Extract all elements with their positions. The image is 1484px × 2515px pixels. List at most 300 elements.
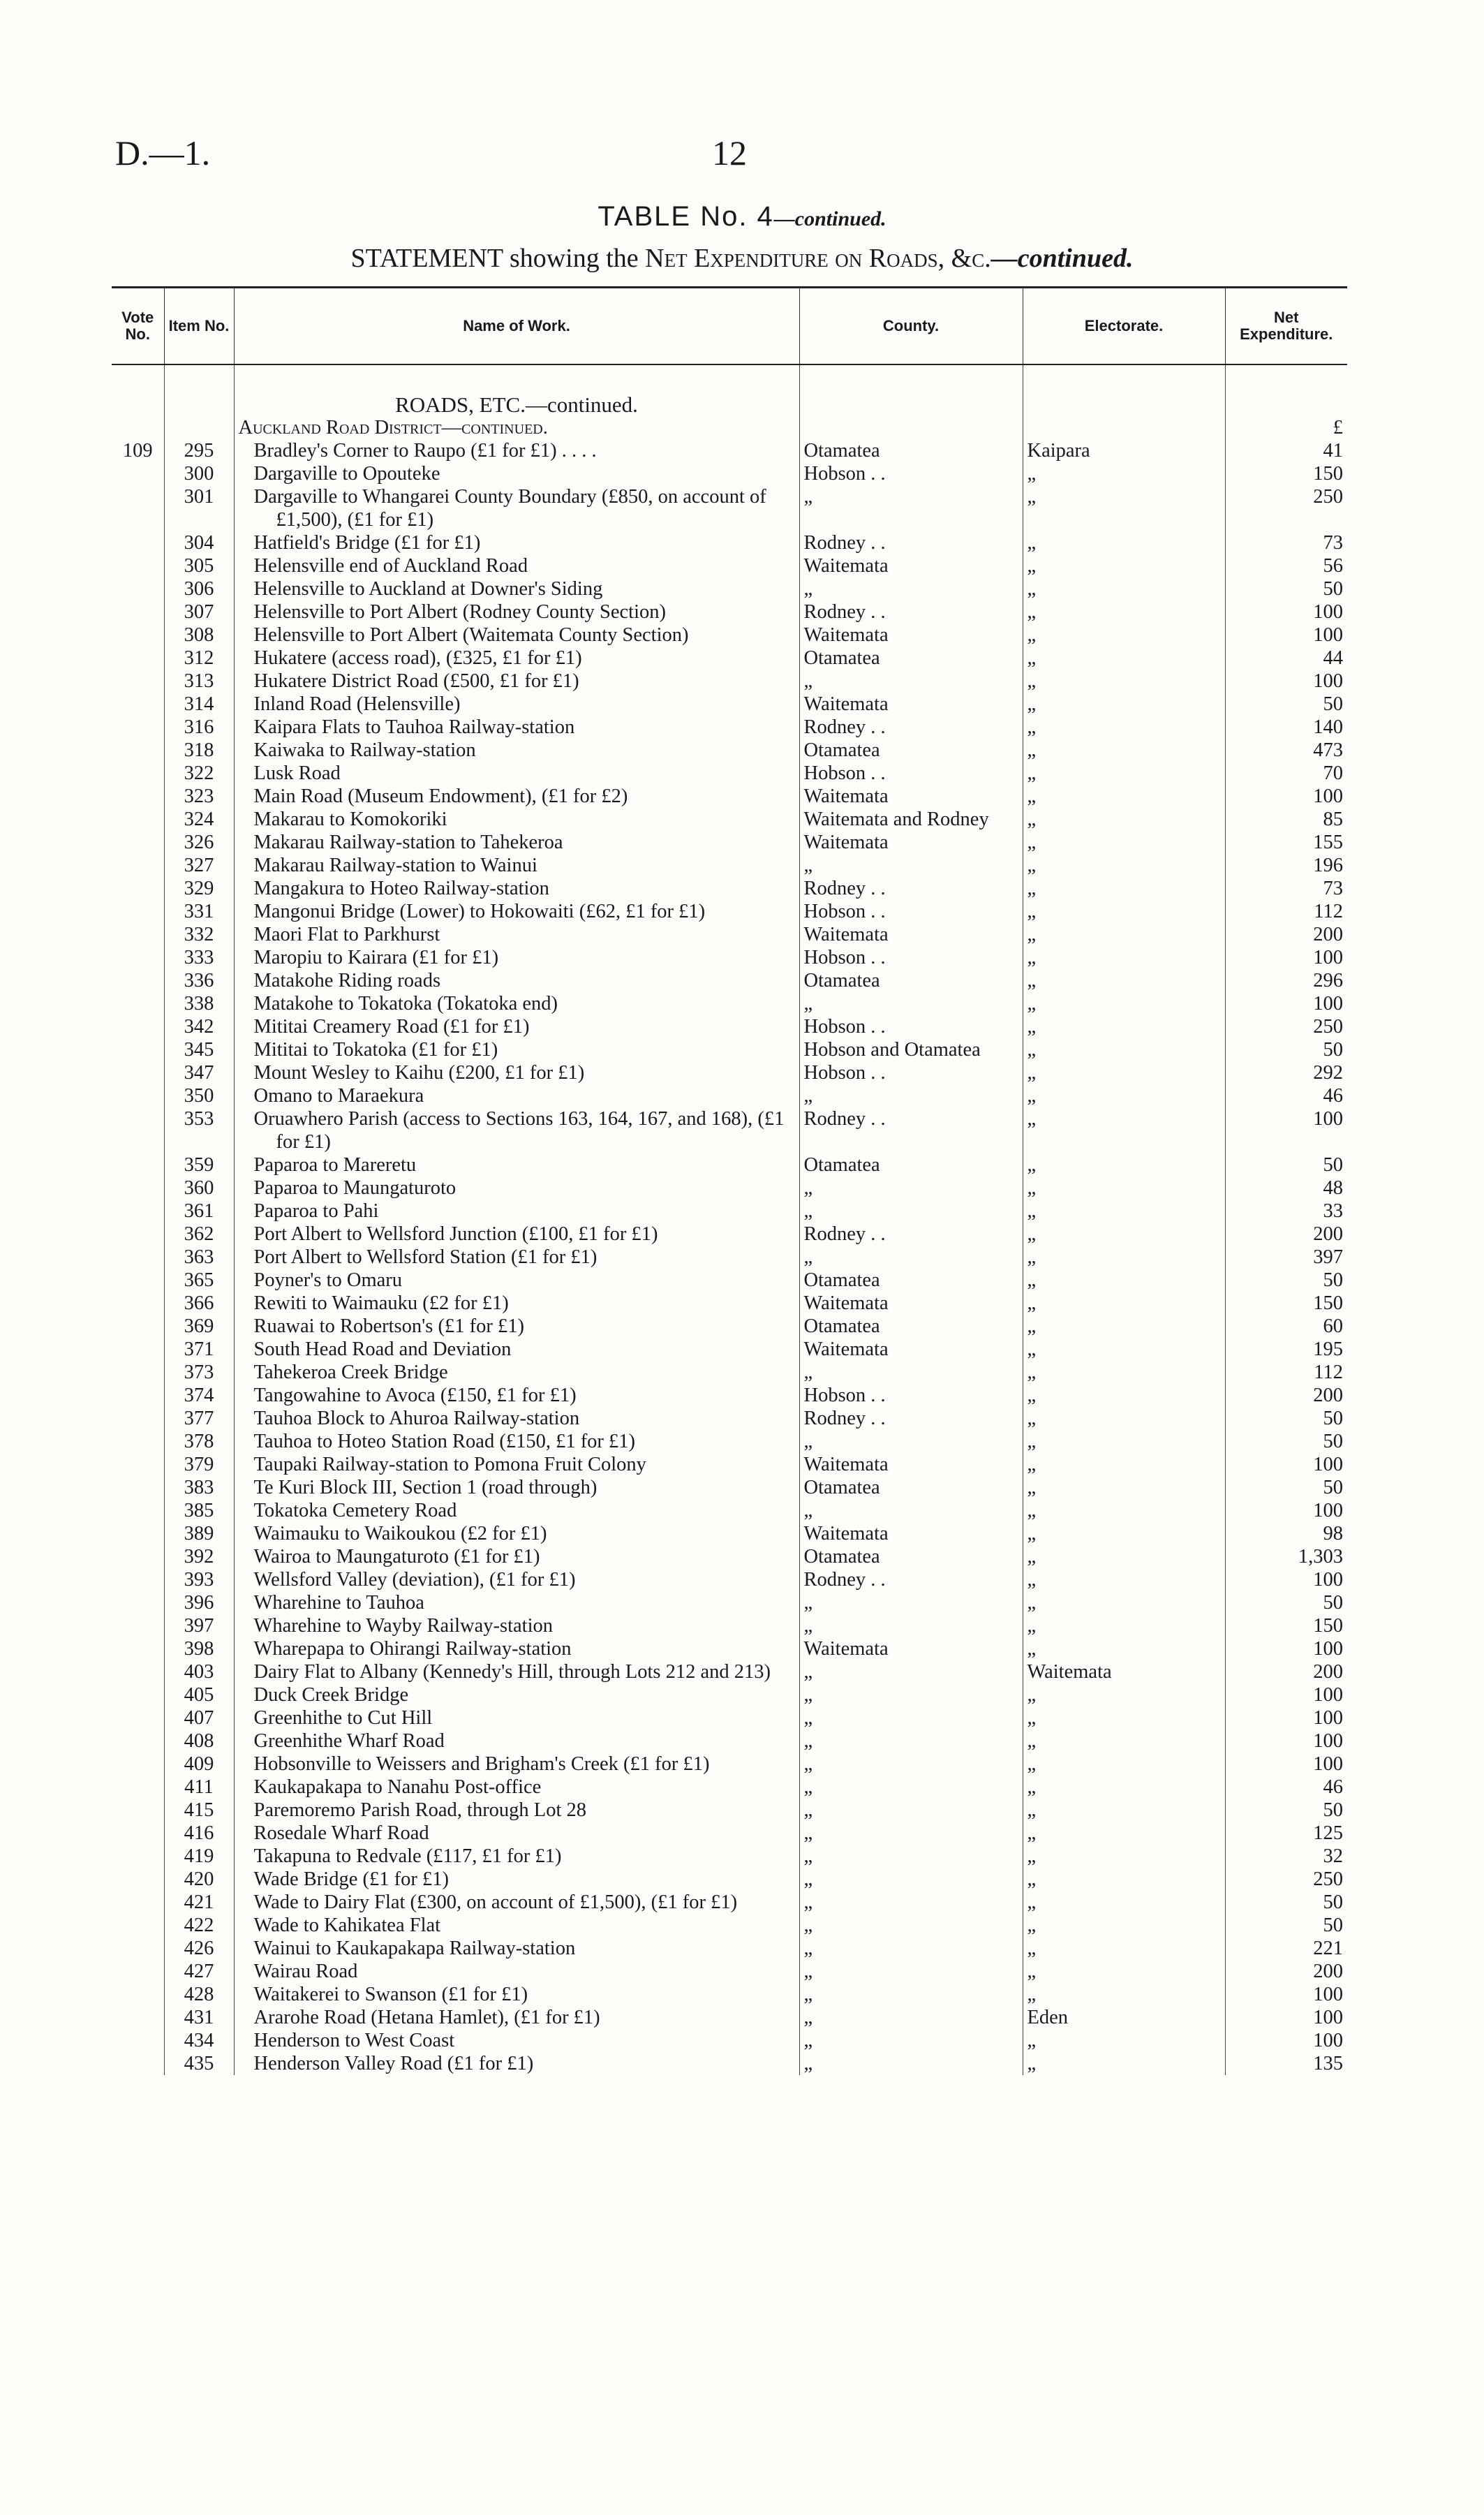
county-cell: Rodney . . [799,1407,1023,1430]
table-row [112,600,1347,624]
county-cell: „ [799,1960,1023,1983]
electorate-cell: „ [1023,1177,1225,1200]
name-cell: Waitakerei to Swanson (£1 for £1) [234,1983,799,2006]
electorate-cell: „ [1023,1315,1225,1338]
county-cell: „ [799,1776,1023,1799]
county-cell: „ [799,854,1023,877]
county-cell: „ [799,577,1023,600]
vote-cell [112,1430,164,1453]
vote-cell [112,1269,164,1292]
table-row [112,1776,1347,1799]
item-cell: 342 [164,1015,234,1038]
name-cell: Wharepapa to Ohirangi Railway-station [234,1637,799,1660]
vote-cell [112,946,164,969]
vote-cell [112,577,164,600]
net-cell: 200 [1225,923,1347,946]
table-row [112,1015,1347,1038]
net-cell: 33 [1225,1200,1347,1223]
table-row [112,1637,1347,1660]
electorate-cell: „ [1023,1822,1225,1845]
county-cell: „ [799,1246,1023,1269]
electorate-cell: „ [1023,2029,1225,2052]
electorate-cell: „ [1023,1453,1225,1476]
item-cell: 393 [164,1568,234,1591]
item-cell: 312 [164,647,234,670]
net-cell: 56 [1225,554,1347,577]
name-cell: Henderson to West Coast [234,2029,799,2052]
net-cell: 250 [1225,1868,1347,1891]
county-cell: „ [799,485,1023,531]
county-cell: „ [799,1845,1023,1868]
net-cell: 221 [1225,1937,1347,1960]
table-row [112,462,1347,485]
electorate-cell: „ [1023,1706,1225,1729]
electorate-cell: „ [1023,1914,1225,1937]
table-row [112,1384,1347,1407]
vote-cell [112,600,164,624]
table-row [112,1038,1347,1061]
item-cell: 416 [164,1822,234,1845]
item-cell: 379 [164,1453,234,1476]
electorate-cell: „ [1023,1614,1225,1637]
county-cell: Rodney . . [799,1568,1023,1591]
table-row [112,1453,1347,1476]
name-cell: Port Albert to Wellsford Station (£1 for £1) [234,1246,799,1269]
vote-cell [112,1292,164,1315]
item-cell: 405 [164,1683,234,1706]
vote-cell [112,900,164,923]
table-row [112,1591,1347,1614]
item-cell: 397 [164,1614,234,1637]
name-cell: Mititai Creamery Road (£1 for £1) [234,1015,799,1038]
county-cell: „ [799,1430,1023,1453]
electorate-cell: „ [1023,1753,1225,1776]
electorate-cell: „ [1023,670,1225,693]
item-cell: 353 [164,1107,234,1153]
net-cell: 100 [1225,2006,1347,2029]
table-row [112,531,1347,554]
item-cell: 322 [164,762,234,785]
name-cell: Wainui to Kaukapakapa Railway-station [234,1937,799,1960]
table-title [0,201,1484,233]
county-cell: „ [799,1591,1023,1614]
electorate-cell: „ [1023,992,1225,1015]
item-cell: 305 [164,554,234,577]
table-row [112,1407,1347,1430]
name-cell: Paremoremo Parish Road, through Lot 28 [234,1799,799,1822]
electorate-cell: „ [1023,693,1225,716]
vote-cell [112,785,164,808]
name-cell: Henderson Valley Road (£1 for £1) [234,2052,799,2075]
item-cell: 374 [164,1384,234,1407]
item-cell: 431 [164,2006,234,2029]
table-row [112,900,1347,923]
net-cell: 100 [1225,1683,1347,1706]
electorate-cell: „ [1023,485,1225,531]
net-cell: 98 [1225,1522,1347,1545]
electorate-cell: „ [1023,554,1225,577]
spacer-row [112,364,1347,393]
table-row [112,1246,1347,1269]
net-cell: 50 [1225,577,1347,600]
item-cell: 327 [164,854,234,877]
table-row [112,693,1347,716]
electorate-cell: „ [1023,600,1225,624]
electorate-cell: „ [1023,1061,1225,1084]
expenditure-table [112,286,1347,2075]
vote-cell [112,2006,164,2029]
net-cell: 32 [1225,1845,1347,1868]
electorate-cell: „ [1023,1015,1225,1038]
vote-cell [112,1960,164,1983]
vote-cell [112,1983,164,2006]
vote-cell [112,1315,164,1338]
table-row [112,831,1347,854]
county-cell: Waitemata [799,923,1023,946]
name-cell: Omano to Maraekura [234,1084,799,1107]
electorate-cell: „ [1023,1084,1225,1107]
county-cell: Rodney . . [799,716,1023,739]
name-cell: Poyner's to Omaru [234,1269,799,1292]
county-cell: Waitemata and Rodney [799,808,1023,831]
net-cell: 1,303 [1225,1545,1347,1568]
item-cell: 428 [164,1983,234,2006]
table-row [112,1868,1347,1891]
name-cell: Main Road (Museum Endowment), (£1 for £2) [234,785,799,808]
electorate-cell: „ [1023,1891,1225,1914]
table-row [112,877,1347,900]
net-cell: 100 [1225,1453,1347,1476]
electorate-cell: „ [1023,1868,1225,1891]
section-heading-row [112,393,1347,416]
net-cell: 135 [1225,2052,1347,2075]
item-cell: 392 [164,1545,234,1568]
name-cell: Wharehine to Tauhoa [234,1591,799,1614]
table-row [112,1499,1347,1522]
county-cell: „ [799,2029,1023,2052]
name-cell: Kaipara Flats to Tauhoa Railway-station [234,716,799,739]
name-cell: Wairoa to Maungaturoto (£1 for £1) [234,1545,799,1568]
net-cell: 50 [1225,1476,1347,1499]
name-cell: Dairy Flat to Albany (Kennedy's Hill, through Lots 212 and 213) [234,1660,799,1683]
name-cell: Taupaki Railway-station to Pomona Fruit Colony [234,1453,799,1476]
net-cell: 100 [1225,1568,1347,1591]
net-cell: 296 [1225,969,1347,992]
table-row [112,1522,1347,1545]
name-cell: Helensville to Auckland at Downer's Siding [234,577,799,600]
table-row [112,1153,1347,1177]
table-row [112,1177,1347,1200]
vote-cell [112,1637,164,1660]
county-cell: Otamatea [799,647,1023,670]
net-cell: 200 [1225,1960,1347,1983]
county-cell: Otamatea [799,739,1023,762]
vote-cell [112,1407,164,1430]
vote-cell [112,1084,164,1107]
item-cell: 301 [164,485,234,531]
table-row [112,1430,1347,1453]
name-cell: Matakohe Riding roads [234,969,799,992]
name-cell: Wade Bridge (£1 for £1) [234,1868,799,1891]
item-cell: 350 [164,1084,234,1107]
subtitle-caps: Net Expenditure on Roads, &c. [645,244,991,273]
name-cell: Wellsford Valley (deviation), (£1 for £1) [234,1568,799,1591]
item-cell: 419 [164,1845,234,1868]
table-row [112,1753,1347,1776]
county-cell: Waitemata [799,554,1023,577]
table-row [112,1545,1347,1568]
electorate-cell: „ [1023,1522,1225,1545]
net-cell: 125 [1225,1822,1347,1845]
name-cell: Waimauku to Waikoukou (£2 for £1) [234,1522,799,1545]
vote-cell [112,1729,164,1753]
electorate-cell: „ [1023,462,1225,485]
net-cell: 50 [1225,1591,1347,1614]
electorate-cell: „ [1023,900,1225,923]
net-cell: 292 [1225,1061,1347,1084]
name-cell: Ararohe Road (Hetana Hamlet), (£1 for £1) [234,2006,799,2029]
table-row [112,2052,1347,2075]
table-row [112,1822,1347,1845]
name-cell: Tokatoka Cemetery Road [234,1499,799,1522]
electorate-cell: „ [1023,1776,1225,1799]
vote-cell [112,1361,164,1384]
vote-cell [112,1107,164,1153]
net-cell: 100 [1225,992,1347,1015]
electorate-cell: „ [1023,1246,1225,1269]
name-cell: Te Kuri Block III, Section 1 (road through) [234,1476,799,1499]
name-cell: Mangakura to Hoteo Railway-station [234,877,799,900]
item-cell: 385 [164,1499,234,1522]
table-title-suffix: —continued. [773,207,886,230]
name-cell: Wharehine to Wayby Railway-station [234,1614,799,1637]
vote-cell [112,1384,164,1407]
county-cell: Otamatea [799,439,1023,462]
electorate-cell: „ [1023,1799,1225,1822]
net-cell: 73 [1225,877,1347,900]
item-cell: 295 [164,439,234,462]
electorate-cell: „ [1023,1683,1225,1706]
county-cell: Hobson and Otamatea [799,1038,1023,1061]
item-cell: 435 [164,2052,234,2075]
county-cell: „ [799,1084,1023,1107]
net-cell: 473 [1225,739,1347,762]
item-cell: 324 [164,808,234,831]
table-row [112,1729,1347,1753]
table-row [112,1223,1347,1246]
vote-cell [112,1038,164,1061]
table-row [112,485,1347,531]
county-cell: Waitemata [799,624,1023,647]
table-row [112,1706,1347,1729]
item-cell: 304 [164,531,234,554]
county-cell: „ [799,1200,1023,1223]
table-header-row [112,288,1347,365]
vote-cell [112,1061,164,1084]
item-cell: 415 [164,1799,234,1822]
county-cell: Hobson . . [799,1061,1023,1084]
county-cell: Waitemata [799,1292,1023,1315]
table-row [112,1200,1347,1223]
net-cell: 112 [1225,900,1347,923]
county-cell: Otamatea [799,1545,1023,1568]
county-cell: Rodney . . [799,1223,1023,1246]
county-cell: Rodney . . [799,600,1023,624]
county-cell: Waitemata [799,785,1023,808]
county-cell: „ [799,2052,1023,2075]
electorate-cell: „ [1023,877,1225,900]
name-cell: Makarau to Komokoriki [234,808,799,831]
net-cell: 155 [1225,831,1347,854]
county-cell: Waitemata [799,1338,1023,1361]
county-cell: „ [799,1177,1023,1200]
name-cell: Kaiwaka to Railway-station [234,739,799,762]
document-code: D.—1. [115,133,211,172]
county-cell: „ [799,1361,1023,1384]
county-cell: Otamatea [799,1476,1023,1499]
net-cell: 100 [1225,624,1347,647]
name-cell: Helensville to Port Albert (Waitemata County Section) [234,624,799,647]
county-cell: Otamatea [799,1269,1023,1292]
item-cell: 408 [164,1729,234,1753]
item-cell: 345 [164,1038,234,1061]
item-cell: 314 [164,693,234,716]
net-cell: 50 [1225,1430,1347,1453]
subtitle-suffix: —continued. [990,244,1134,273]
vote-cell [112,2052,164,2075]
county-cell: Rodney . . [799,531,1023,554]
net-cell: 100 [1225,1637,1347,1660]
vote-cell [112,1177,164,1200]
item-cell: 422 [164,1914,234,1937]
item-cell: 347 [164,1061,234,1084]
currency-symbol: £ [1225,416,1347,439]
electorate-cell: „ [1023,1107,1225,1153]
county-cell: Waitemata [799,831,1023,854]
vote-cell [112,1200,164,1223]
net-cell: 150 [1225,1292,1347,1315]
electorate-cell: „ [1023,854,1225,877]
table-row [112,1315,1347,1338]
county-cell: Hobson . . [799,900,1023,923]
col-header-vote: Vote No. [112,288,164,365]
name-cell: Paparoa to Pahi [234,1200,799,1223]
net-cell: 397 [1225,1246,1347,1269]
table-row [112,670,1347,693]
net-cell: 60 [1225,1315,1347,1338]
col-header-county: County. [799,288,1023,365]
item-cell: 420 [164,1868,234,1891]
vote-cell [112,1545,164,1568]
electorate-cell: „ [1023,1729,1225,1753]
electorate-cell: „ [1023,1361,1225,1384]
name-cell: Dargaville to Opouteke [234,462,799,485]
net-cell: 200 [1225,1223,1347,1246]
item-cell: 316 [164,716,234,739]
item-cell: 361 [164,1200,234,1223]
vote-cell [112,1453,164,1476]
net-cell: 112 [1225,1361,1347,1384]
net-cell: 50 [1225,1799,1347,1822]
table-row [112,1568,1347,1591]
net-cell: 100 [1225,1753,1347,1776]
item-cell: 308 [164,624,234,647]
electorate-cell: „ [1023,1407,1225,1430]
table-row [112,992,1347,1015]
net-cell: 85 [1225,808,1347,831]
table-row [112,1845,1347,1868]
electorate-cell: „ [1023,831,1225,854]
net-cell: 200 [1225,1660,1347,1683]
vote-cell [112,992,164,1015]
county-cell: „ [799,1706,1023,1729]
county-cell: „ [799,1983,1023,2006]
vote-cell [112,554,164,577]
net-cell: 140 [1225,716,1347,739]
vote-cell [112,1499,164,1522]
page-number: 12 [712,133,747,172]
county-cell: „ [799,1822,1023,1845]
item-cell: 407 [164,1706,234,1729]
table-row [112,785,1347,808]
vote-cell [112,1591,164,1614]
vote-cell [112,1153,164,1177]
table-row [112,577,1347,600]
county-cell: Rodney . . [799,877,1023,900]
name-cell: Rosedale Wharf Road [234,1822,799,1845]
vote-cell [112,1338,164,1361]
table-row [112,739,1347,762]
county-cell: „ [799,670,1023,693]
county-cell: „ [799,1891,1023,1914]
item-cell: 318 [164,739,234,762]
county-cell: „ [799,1868,1023,1891]
county-cell: „ [799,1799,1023,1822]
electorate-cell: „ [1023,1200,1225,1223]
name-cell: Hatfield's Bridge (£1 for £1) [234,531,799,554]
electorate-cell: „ [1023,1038,1225,1061]
electorate-cell: „ [1023,739,1225,762]
table-title-text: TABLE No. 4 [598,201,774,232]
electorate-cell: „ [1023,1153,1225,1177]
net-cell: 48 [1225,1177,1347,1200]
name-cell: Wairau Road [234,1960,799,1983]
table-row [112,1107,1347,1153]
table-row [112,762,1347,785]
county-cell: Waitemata [799,693,1023,716]
vote-cell [112,1614,164,1637]
name-cell: Paparoa to Maungaturoto [234,1177,799,1200]
name-cell: Tauhoa to Hoteo Station Road (£150, £1 for £1) [234,1430,799,1453]
county-cell: Hobson . . [799,1384,1023,1407]
item-cell: 359 [164,1153,234,1177]
electorate-cell: „ [1023,1960,1225,1983]
county-cell: Otamatea [799,969,1023,992]
name-cell: Hukatere District Road (£500, £1 for £1) [234,670,799,693]
table-row [112,1960,1347,1983]
name-cell: Hobsonville to Weissers and Brigham's Creek (£1 for £1) [234,1753,799,1776]
name-cell: Port Albert to Wellsford Junction (£100, £1 for £1) [234,1223,799,1246]
item-cell: 421 [164,1891,234,1914]
vote-cell [112,485,164,531]
electorate-cell: „ [1023,1591,1225,1614]
net-cell: 41 [1225,439,1347,462]
electorate-cell: „ [1023,624,1225,647]
item-cell: 403 [164,1660,234,1683]
item-cell: 326 [164,831,234,854]
county-cell: Otamatea [799,1315,1023,1338]
item-cell: 383 [164,1476,234,1499]
